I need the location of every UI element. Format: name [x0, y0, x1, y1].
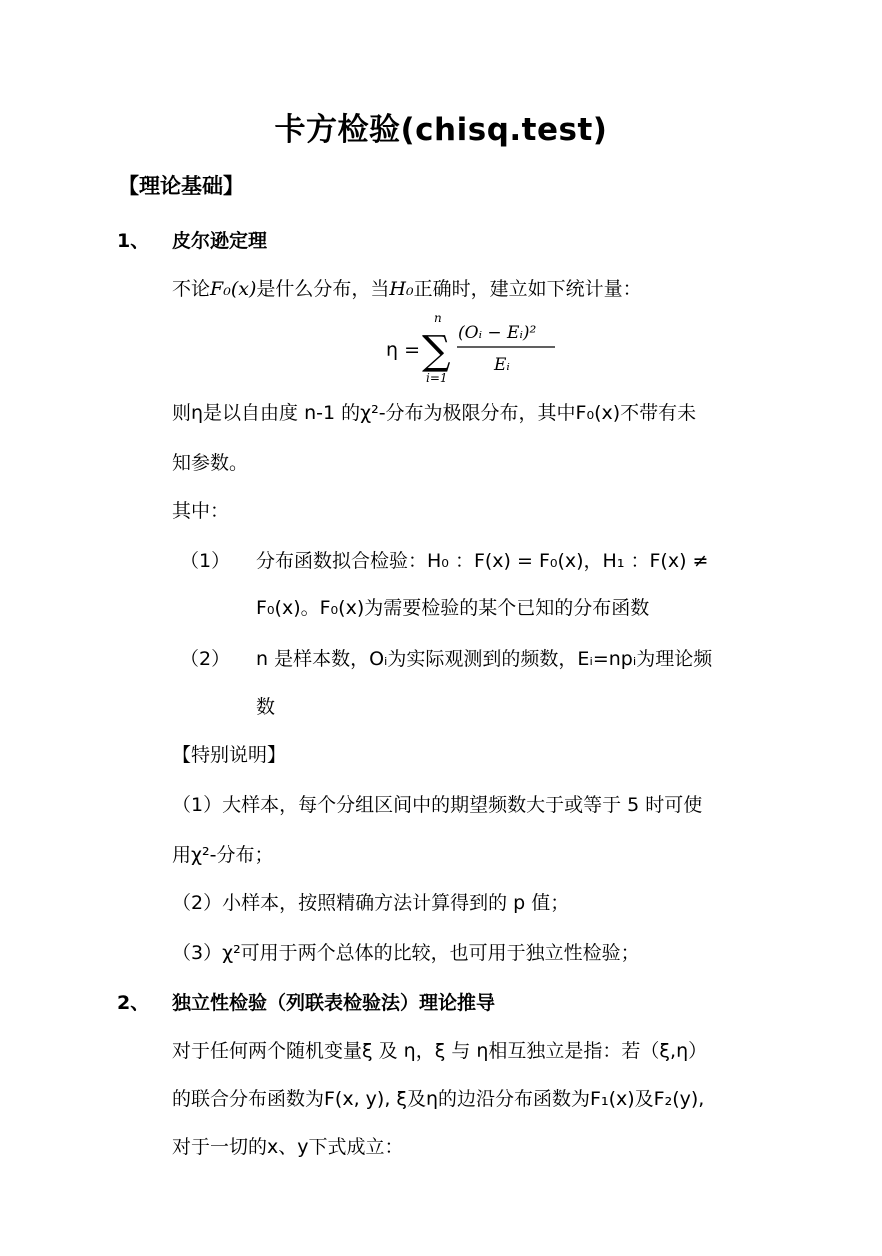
page-title: 卡方检验(chisq.test): [274, 112, 608, 148]
enum-1-marker: （1）: [180, 550, 231, 572]
formula-sum-upper: n: [434, 312, 442, 325]
formula-denominator: Eᵢ: [494, 355, 510, 375]
enum-2-line-1: n 是样本数，Oᵢ为实际观测到的频数，Eᵢ=npᵢ为理论频: [256, 648, 713, 670]
note-1-line-1: （1）大样本，每个分组区间中的期望频数大于或等于 5 时可使: [172, 794, 703, 816]
formula-sum-symbol: ∑: [422, 328, 451, 374]
paragraph-1: [172, 274, 642, 301]
paragraph-4-line-1: 对于任何两个随机变量ξ 及 η，ξ 与 η相互独立是指：若（ξ,η）: [172, 1040, 708, 1062]
enum-1-line-2: F₀(x)。F₀(x)为需要检验的某个已知的分布函数: [256, 597, 650, 619]
heading-2-text: 独立性检验（列联表检验法）理论推导: [172, 992, 496, 1014]
note-1-line-2: 用χ²-分布；: [172, 844, 274, 866]
note-2: （2）小样本，按照精确方法计算得到的 p 值；: [172, 892, 570, 914]
enum-2-marker: （2）: [180, 648, 231, 670]
heading-2: [117, 988, 495, 1015]
p1-text-c: 正确时，建立如下统计量：: [413, 278, 642, 300]
paragraph-4-line-2: 的联合分布函数为F(x, y), ξ及η的边沿分布函数为F₁(x)及F₂(y),: [172, 1088, 705, 1110]
p1-text-a: 不论: [172, 278, 211, 300]
heading-1: [117, 226, 267, 253]
note-3: （3）χ²可用于两个总体的比较，也可用于独立性检验；: [172, 942, 640, 964]
p1-text-b: 是什么分布，当: [256, 278, 390, 300]
heading-1-number: 1、: [117, 230, 150, 252]
section-heading: 【理论基础】: [118, 174, 244, 198]
chi-square-formula: [380, 312, 580, 388]
paragraph-2-line-1: 则η是以自由度 n-1 的χ²-分布为极限分布，其中F₀(x)不带有未: [172, 402, 697, 424]
heading-1-text: 皮尔逊定理: [172, 230, 268, 252]
enum-1-line-1: 分布函数拟合检验：H₀ ：F(x) = F₀(x)，H₁ ：F(x) ≠: [256, 550, 709, 572]
p1-math-F0x: F₀(x): [210, 278, 257, 300]
p1-math-H0: H₀: [389, 278, 414, 300]
paragraph-3: 其中：: [172, 500, 230, 522]
note-heading: 【特别说明】: [172, 744, 287, 766]
formula-numerator: (Oᵢ − Eᵢ)²: [458, 323, 537, 343]
heading-2-number: 2、: [117, 992, 150, 1014]
enum-2-line-2: 数: [256, 696, 276, 718]
formula-sum-lower: i=1: [426, 371, 448, 385]
paragraph-4-line-3: 对于一切的x、y下式成立：: [172, 1136, 404, 1158]
paragraph-2-line-2: 知参数。: [172, 452, 249, 474]
formula-lhs: η =: [386, 339, 421, 361]
